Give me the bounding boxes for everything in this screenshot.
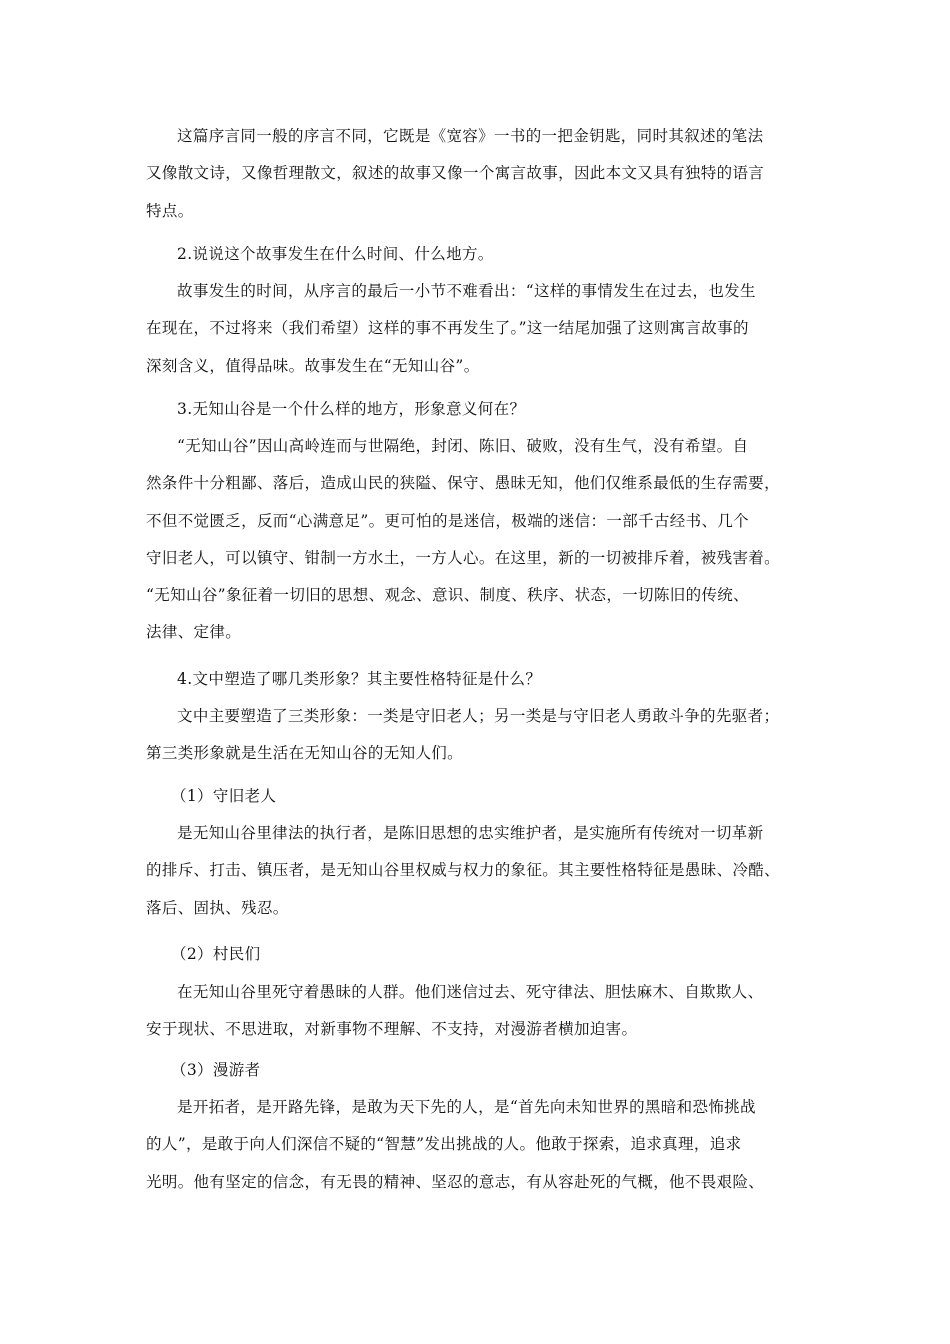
text-line: 故事发生的时间，从序言的最后一小节不难看出：“这样的事情发生在过去，也发生: [177, 282, 756, 300]
subhead-text: （2）村民们: [171, 945, 261, 963]
text-line: 安于现状、不思进取，对新事物不理解、不支持，对漫游者横加迫害。: [146, 1020, 638, 1039]
text-line: 在无知山谷里死守着愚昧的人群。他们迷信过去、死守律法、胆怯麻木、自欺欺人、: [177, 983, 764, 1001]
question-3: [146, 391, 816, 428]
text-line: 特点。: [146, 201, 194, 220]
text-line: 这篇序言同一般的序言不同，它既是《宽容》一书的一把金钥匙，同时其叙述的笔法: [177, 127, 764, 145]
paragraph-wanderer: [146, 1089, 816, 1201]
question-4: [146, 661, 816, 698]
text-line: “无知山谷”因山高岭连而与世隔绝，封闭、陈旧、破败，没有生气，没有希望。自: [177, 437, 749, 455]
text-line: 不但不觉匮乏，反而“心满意足”。更可怕的是迷信，极端的迷信：一部千古经书、几个: [146, 511, 750, 530]
paragraph-villagers: [146, 974, 816, 1049]
text-line: 的人”，是敢于向人们深信不疑的“智慧”发出挑战的人。他敢于探索，追求真理，追求: [146, 1135, 742, 1154]
subhead-wanderer: [146, 1052, 816, 1089]
question-text: 2.说说这个故事发生在什么时间、什么地方。: [177, 245, 494, 263]
text-line: 第三类形象就是生活在无知山谷的无知人们。: [146, 744, 464, 763]
text-line: 深刻含义，值得品味。故事发生在“无知山谷”。: [146, 356, 480, 375]
text-line: 是开拓者，是开路先锋，是敢为天下先的人，是“首先向未知世界的黑暗和恐怖挑战: [177, 1098, 756, 1116]
text-line: 文中主要塑造了三类形象：一类是守旧老人；另一类是与守旧老人勇敢斗争的先驱者；: [177, 707, 780, 725]
text-line: 然条件十分粗鄙、落后，造成山民的狭隘、保守、愚昧无知，他们仅维系最低的生存需要，: [146, 474, 781, 493]
text-line: 的排斥、打击、镇压者，是无知山谷里权威与权力的象征。其主要性格特征是愚昧、冷酷、: [146, 861, 781, 880]
question-text: 3.无知山谷是一个什么样的地方，形象意义何在？: [177, 400, 526, 418]
text-line: 是无知山谷里律法的执行者，是陈旧思想的忠实维护者，是实施所有传统对一切革新: [177, 824, 764, 842]
text-line: 又像散文诗，又像哲理散文，叙述的故事又像一个寓言故事，因此本文又具有独特的语言: [146, 164, 765, 183]
paragraph-time-place: [146, 273, 816, 385]
subhead-old-guardians: [146, 778, 816, 815]
text-line: 法律、定律。: [146, 623, 242, 642]
paragraph-valley: [146, 428, 816, 652]
text-line: 光明。他有坚定的信念，有无畏的精神、坚忍的意志，有从容赴死的气概，他不畏艰险、: [146, 1172, 765, 1191]
paragraph-old-guardians: [146, 815, 816, 927]
text-line: 守旧老人，可以镇守、钳制一方水土，一方人心。在这里，新的一切被排斥着，被残害着。: [146, 548, 781, 567]
question-2: [146, 236, 816, 273]
subhead-text: （1）守旧老人: [171, 787, 277, 805]
text-line: 落后、固执、残忍。: [146, 898, 289, 917]
text-line: “无知山谷”象征着一切旧的思想、观念、意识、制度、秩序、状态，一切陈旧的传统、: [146, 586, 750, 605]
question-text: 4.文中塑造了哪几类形象？其主要性格特征是什么？: [177, 670, 542, 688]
text-line: 在现在，不过将来（我们希望）这样的事不再发生了。”这一结尾加强了这则寓言故事的: [146, 319, 749, 338]
subhead-text: （3）漫游者: [171, 1061, 261, 1079]
paragraph-preface-features: [146, 118, 816, 230]
subhead-villagers: [146, 936, 816, 973]
paragraph-three-images: [146, 698, 816, 773]
